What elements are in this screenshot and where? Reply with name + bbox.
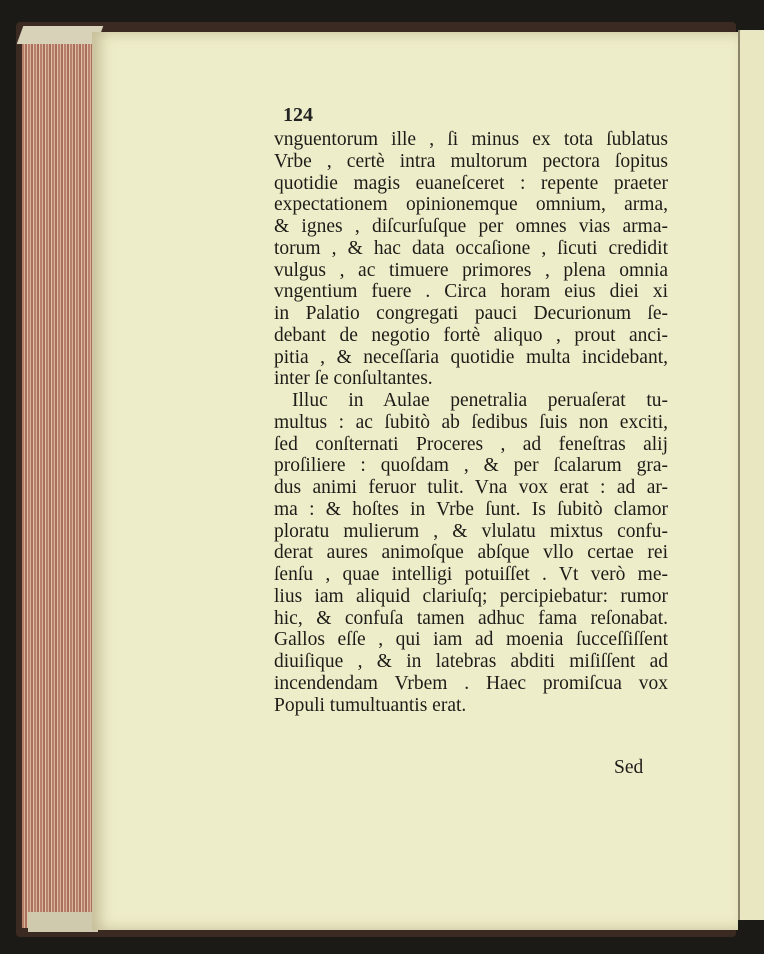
page-edges — [22, 36, 96, 928]
text-line: & ignes , diſcurſuſque per omnes vias arma- — [274, 216, 668, 237]
text-line: hic, & confuſa tamen adhuc fama reſonabat. — [274, 607, 668, 629]
text-line: dus animi feruor tulit. Vna vox erat : ad ar- — [274, 477, 668, 498]
text-line: Populi tumultuantis erat. — [274, 694, 467, 716]
text-line: vngentium fuere . Circa horam eius diei xi — [274, 281, 668, 303]
catchword: Sed — [614, 757, 644, 778]
text-line: vulgus , ac timuere primores , plena omnia — [274, 259, 668, 281]
facing-page-edge — [738, 30, 764, 920]
text-line: ſed conſternati Proceres , ad feneſtras alij — [274, 433, 668, 455]
text-line: multus : ac ſubitò ab ſedibus ſuis non exciti, — [274, 411, 668, 433]
text-line: vnguentorum ille , ſi minus ex tota ſublatus — [274, 129, 668, 150]
text-line: pitia , & neceſſaria quotidie multa incidebant, — [274, 346, 668, 368]
text-line: in Palatio congregati pauci Decurionum ſe- — [274, 303, 668, 324]
text-line: torum , & hac data occaſione , ſicuti credidit — [274, 237, 668, 259]
text-line: Gallos eſſe , qui iam ad moenia ſucceſſiſſent — [274, 629, 668, 651]
text-line: Vrbe , certè intra multorum pectora ſopitus — [274, 150, 668, 172]
text-line: incendendam Vrbem . Haec promiſcua vox — [274, 672, 668, 694]
text-line: diuiſique , & in latebras abditi miſiſſent ad — [274, 651, 668, 672]
body-text — [274, 129, 668, 716]
page-number: 124 — [283, 104, 313, 126]
text-line: debant de negotio fortè aliquo , prout anci- — [274, 324, 668, 346]
text-line: quotidie magis euaneſceret : repente praeter — [274, 172, 668, 194]
text-line: lius iam aliquid clariuſq; percipiebatur: rumor — [274, 585, 668, 607]
text-line: inter ſe conſultantes. — [274, 368, 433, 390]
text-line: ploratu mulierum , & vlulatu mixtus confu- — [274, 520, 668, 542]
text-line: Illuc in Aulae penetralia peruaſerat tu- — [292, 390, 668, 411]
text-line: derat aures animoſque abſque vllo certae rei — [274, 542, 668, 564]
page-edges-top — [17, 26, 104, 44]
page-edges-bottom — [28, 912, 98, 932]
text-line: proſiliere : quoſdam , & per ſcalarum gra- — [274, 455, 668, 477]
text-line: ſenſu , quae intelligi potuiſſet . Vt verò me- — [274, 564, 668, 585]
text-line: expectationem opinionemque omnium, arma, — [274, 194, 668, 216]
text-line: ma : & hoſtes in Vrbe ſunt. Is ſubitò clamor — [274, 498, 668, 520]
